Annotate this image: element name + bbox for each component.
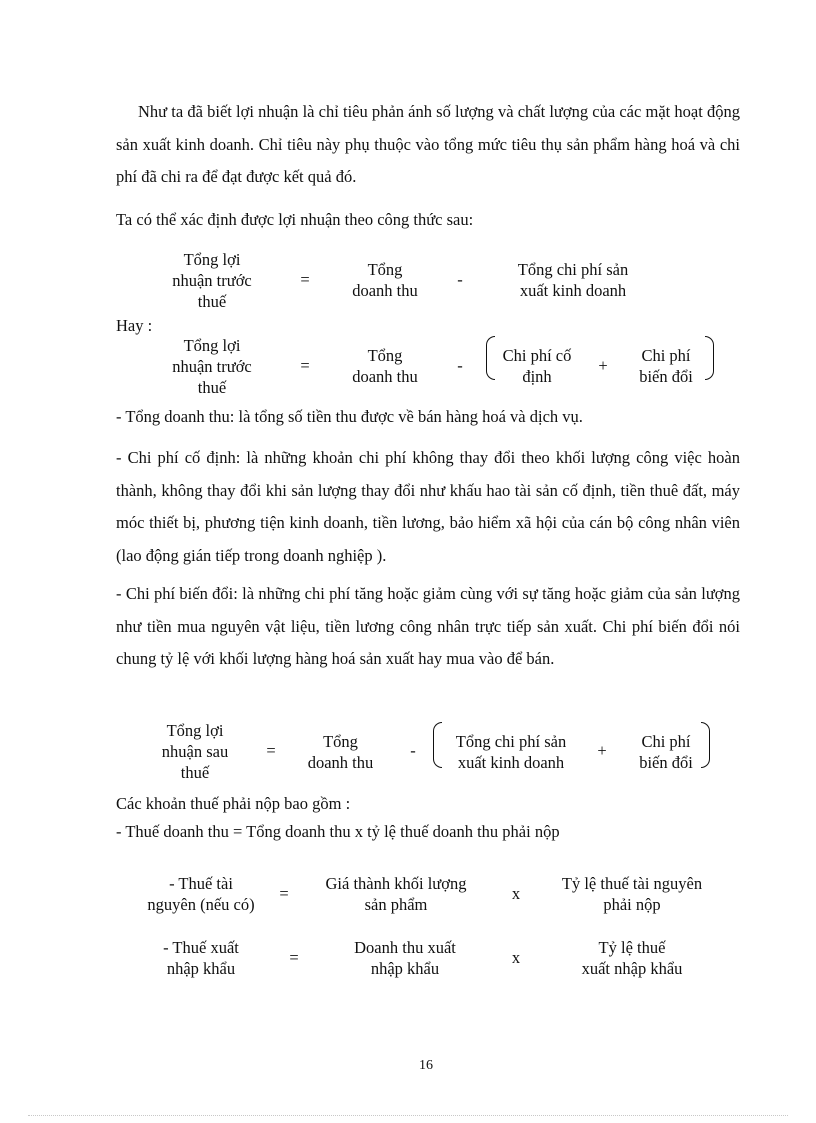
xuat-nhap-lhs: - Thuế xuất nhập khẩu [163, 938, 239, 978]
formula3-equals: = [266, 741, 276, 760]
formula1-minus: - [457, 270, 463, 289]
formula2-minus: - [457, 356, 463, 375]
formula1-equals: = [300, 270, 310, 289]
co-dinh-definition: - Chi phí cố định: là những khoản chi phí không thay đổi theo khối lượng công việc hoàn thành, không thay đổi khi sản lượng thay đổi như khấu hao tài sản cố định, tiền thuê đất, máy móc thiết bị, phương tiện kinh doanh, tiền lương, bảo hiểm xã hội của cán bộ công nhân viên (lao động gián tiếp trong doanh nghiệp ). [116, 448, 740, 565]
tai-nguyen-term2: Tỷ lệ thuế tài nguyên phải nộp [561, 874, 703, 914]
tai-nguyen-lhs: - Thuế tài nguyên (nếu có) [147, 874, 255, 914]
xuat-nhap-term2: Tỷ lệ thuế xuất nhập khẩu [581, 938, 683, 978]
bien-doi-definition: - Chi phí biến đổi: là những chi phí tăng hoặc giảm cùng với sự tăng hoặc giảm của sản lượng như tiền mua nguyên vật liệu, tiền lương công nhân trực tiếp sản xuất. Chi phí biến đổi nói chung tỷ lệ với khối lượng hàng hoá sản xuất hay mua vào để bán. [116, 584, 740, 668]
formula1-term1: Tổng doanh thu [352, 260, 418, 300]
page-number: 16 [419, 1058, 433, 1073]
formula3-right-bracket [701, 722, 710, 768]
formula2-right-bracket [705, 336, 714, 380]
formula2-term2: Chi phí cố định [502, 346, 572, 386]
formula2-equals: = [300, 356, 310, 375]
formula3-term2: Tổng chi phí sản xuất kinh doanh [455, 732, 567, 772]
formula3-lhs: Tổng lợi nhuận sau thuế [161, 721, 229, 782]
formula-intro: Ta có thể xác định được lợi nhuận theo công thức sau: [116, 210, 474, 229]
thue-doanh-thu-line: - Thuế doanh thu = Tổng doanh thu x tỷ lệ thuế doanh thu phải nộp [116, 822, 560, 841]
intro-paragraph: Như ta đã biết lợi nhuận là chỉ tiêu phản ánh số lượng và chất lượng của các mặt hoạt động sản xuất kinh doanh. Chỉ tiêu này phụ thuộc vào tổng mức tiêu thụ sản phẩm hàng hoá và chi phí đã chi ra để đạt được kết quả đó. [116, 102, 740, 186]
formula2-term1: Tổng doanh thu [352, 346, 418, 386]
formula2-plus: + [598, 356, 608, 375]
cac-khoan-thue-heading: Các khoản thuế phải nộp bao gồm : [116, 794, 351, 813]
formula1-term2: Tổng chi phí sản xuất kinh doanh [517, 260, 629, 300]
hay-label: Hay : [116, 316, 153, 335]
xuat-nhap-term1: Doanh thu xuất nhập khẩu [354, 938, 456, 978]
formula3-term1: Tổng doanh thu [307, 732, 374, 772]
formula2-lhs: Tổng lợi nhuận trước thuế [172, 336, 252, 397]
formula3-minus: - [410, 741, 416, 760]
formula1-lhs: Tổng lợi nhuận trước thuế [172, 250, 252, 311]
footer-divider [28, 1115, 788, 1116]
tai-nguyen-equals: = [279, 884, 289, 903]
formula2-term3: Chi phí biến đổi [639, 346, 693, 386]
tai-nguyen-times: x [511, 884, 521, 903]
xuat-nhap-equals: = [289, 948, 299, 967]
formula3-plus: + [597, 741, 607, 760]
xuat-nhap-times: x [511, 948, 521, 967]
tai-nguyen-term1: Giá thành khối lượng sản phẩm [325, 874, 467, 914]
formula3-term3: Chi phí biến đổi [639, 732, 693, 772]
doanh-thu-definition: - Tổng doanh thu: là tổng số tiền thu được về bán hàng hoá và dịch vụ. [116, 407, 583, 426]
